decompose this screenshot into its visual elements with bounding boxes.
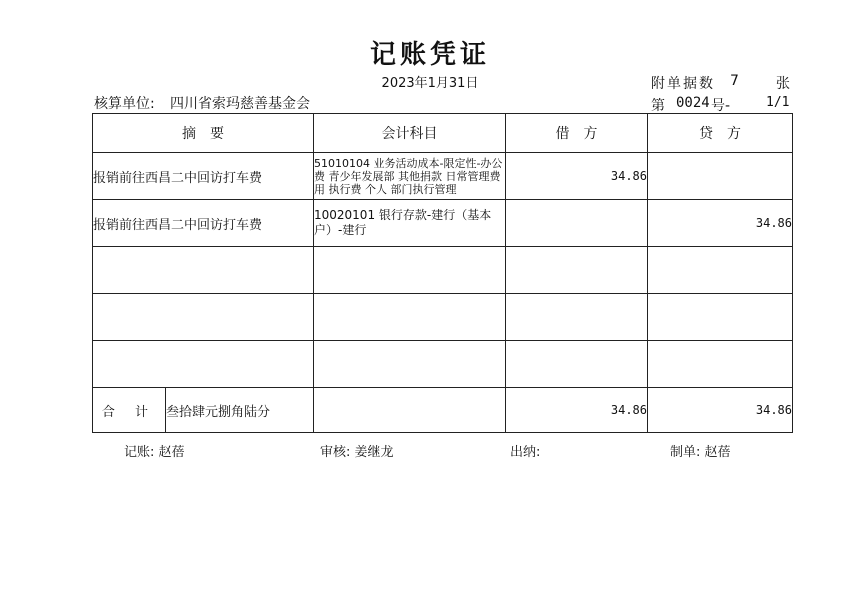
voucher-no-label: 第 — [651, 98, 665, 114]
header-debit: 借 方 — [506, 114, 648, 153]
row-debit — [506, 200, 648, 247]
voucher-table — [92, 113, 793, 433]
attachments-unit: 张 — [776, 76, 790, 92]
row-account: 10020101 银行存款-建行（基本户）-建行 — [314, 200, 506, 247]
empty-cell — [314, 341, 506, 388]
table-row — [93, 153, 793, 200]
row-account: 51010104 业务活动成本-限定性-办公费 青少年发展部 其他捐款 日常管理费用 执行费 个人 部门执行管理 — [314, 153, 506, 200]
table-header-row — [93, 114, 793, 153]
empty-cell — [314, 294, 506, 341]
empty-cell — [506, 247, 648, 294]
voucher-no-suffix: 号- — [711, 98, 731, 114]
empty-cell — [648, 247, 793, 294]
preparer: 制单: 赵蓓 — [670, 445, 731, 460]
row-debit: 34.86 — [506, 153, 648, 200]
empty-cell — [506, 294, 648, 341]
header-summary: 摘 要 — [93, 114, 314, 153]
total-split — [93, 388, 313, 432]
voucher-date: 2023年1月31日 — [381, 76, 479, 91]
total-account-cell — [314, 388, 506, 433]
empty-cell — [93, 294, 314, 341]
cashier: 出纳: — [510, 445, 541, 460]
reviewer: 审核: 姜继龙 — [320, 445, 394, 460]
table-row — [93, 200, 793, 247]
empty-cell — [506, 341, 648, 388]
empty-cell — [93, 341, 314, 388]
header-credit: 贷 方 — [648, 114, 793, 153]
voucher-page: 1/1 — [766, 95, 790, 110]
row-credit: 34.86 — [648, 200, 793, 247]
total-amount-words: 叁拾肆元捌角陆分 — [166, 404, 271, 420]
empty-cell — [314, 247, 506, 294]
total-summary-cell — [93, 388, 314, 433]
total-debit: 34.86 — [506, 388, 648, 433]
header-account: 会计科目 — [314, 114, 506, 153]
accounting-unit-value: 四川省索玛慈善基金会 — [170, 96, 310, 112]
total-label: 合 计 — [93, 388, 166, 432]
row-credit — [648, 153, 793, 200]
table-row-empty — [93, 341, 793, 388]
attachments-count: 7 — [730, 73, 739, 89]
empty-cell — [648, 341, 793, 388]
voucher-no-value: 0024 — [676, 95, 710, 111]
table-row-empty — [93, 247, 793, 294]
empty-cell — [648, 294, 793, 341]
bookkeeper: 记账: 赵蓓 — [124, 445, 185, 460]
accounting-unit-label: 核算单位: — [94, 96, 155, 112]
row-summary: 报销前往西昌二中回访打车费 — [93, 200, 314, 247]
empty-cell — [93, 247, 314, 294]
attachments-label: 附单据数 — [651, 76, 715, 92]
table-row-empty — [93, 294, 793, 341]
total-credit: 34.86 — [648, 388, 793, 433]
total-row — [93, 388, 793, 433]
voucher-title: 记账凭证 — [369, 40, 490, 70]
row-summary: 报销前往西昌二中回访打车费 — [93, 153, 314, 200]
